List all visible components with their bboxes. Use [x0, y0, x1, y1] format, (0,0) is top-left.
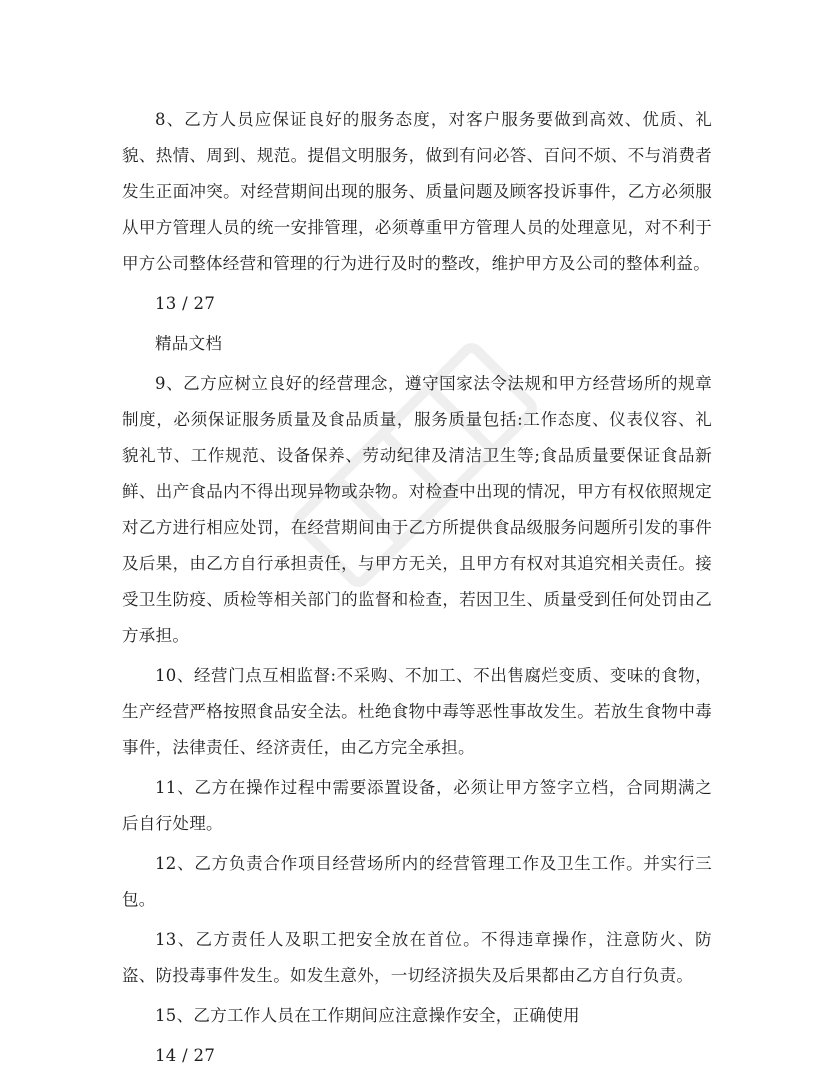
page-number-13: 13 / 27 [155, 294, 216, 313]
paragraph-10: 10、经营门点互相监督:不采购、不加工、不出售腐烂变质、变味的食物，生产经营严格按照食品安全法。杜绝食物中毒等恶性事故发生。若放生食物中毒事件，法律责任、经济责任，由乙方完全承担。 [122, 666, 712, 757]
page-number-14: 14 / 27 [155, 1046, 216, 1065]
paragraph-9: 9、乙方应树立良好的经营理念，遵守国家法令法规和甲方经营场所的规章制度，必须保证服务质量及食品质量，服务质量包括:工作态度、仪表仪容、礼貌礼节、工作规范、设备保养、劳动纪律及清洁卫生等;食品质量要保证食品新鲜、出产食品内不得出现异物或杂物。对检查中出现的情况，甲方有权依照规定对乙方进行相应处罚，在经营期间由于乙方所提供食品级服务问题所引发的事件及后果，由乙方自行承担责任，与甲方无关，且甲方有权对其追究相关责任。接受卫生防疫、质检等相关部门的监督和检查，若因卫生、质量受到任何处罚由乙方承担。 [122, 374, 712, 645]
paragraph-15: 15、乙方工作人员在工作期间应注意操作安全，正确使用 [155, 1006, 580, 1025]
paragraph-13: 13、乙方责任人及职工把安全放在首位。不得违章操作，注意防火、防盗、防投毒事件发生。如发生意外，一切经济损失及后果都由乙方自行负责。 [122, 930, 712, 985]
document-body [122, 102, 712, 1078]
paragraph-11: 11、乙方在操作过程中需要添置设备，必须让甲方签字立档，合同期满之后自行处理。 [122, 778, 712, 833]
paragraph-12: 12、乙方负责合作项目经营场所内的经营管理工作及卫生工作。并实行三包。 [122, 854, 712, 909]
header-note: 精品文档 [155, 334, 223, 353]
paragraph-8: 8、乙方人员应保证良好的服务态度，对客户服务要做到高效、优质、礼貌、热情、周到、规范。提倡文明服务，做到有问必答、百问不烦、不与消费者发生正面冲突。对经营期间出现的服务、质量问题及顾客投诉事件，乙方必须服从甲方管理人员的统一安排管理，必须尊重甲方管理人员的处理意见，对不利于甲方公司整体经营和管理的行为进行及时的整改，维护甲方及公司的整体利益。 [122, 110, 712, 273]
